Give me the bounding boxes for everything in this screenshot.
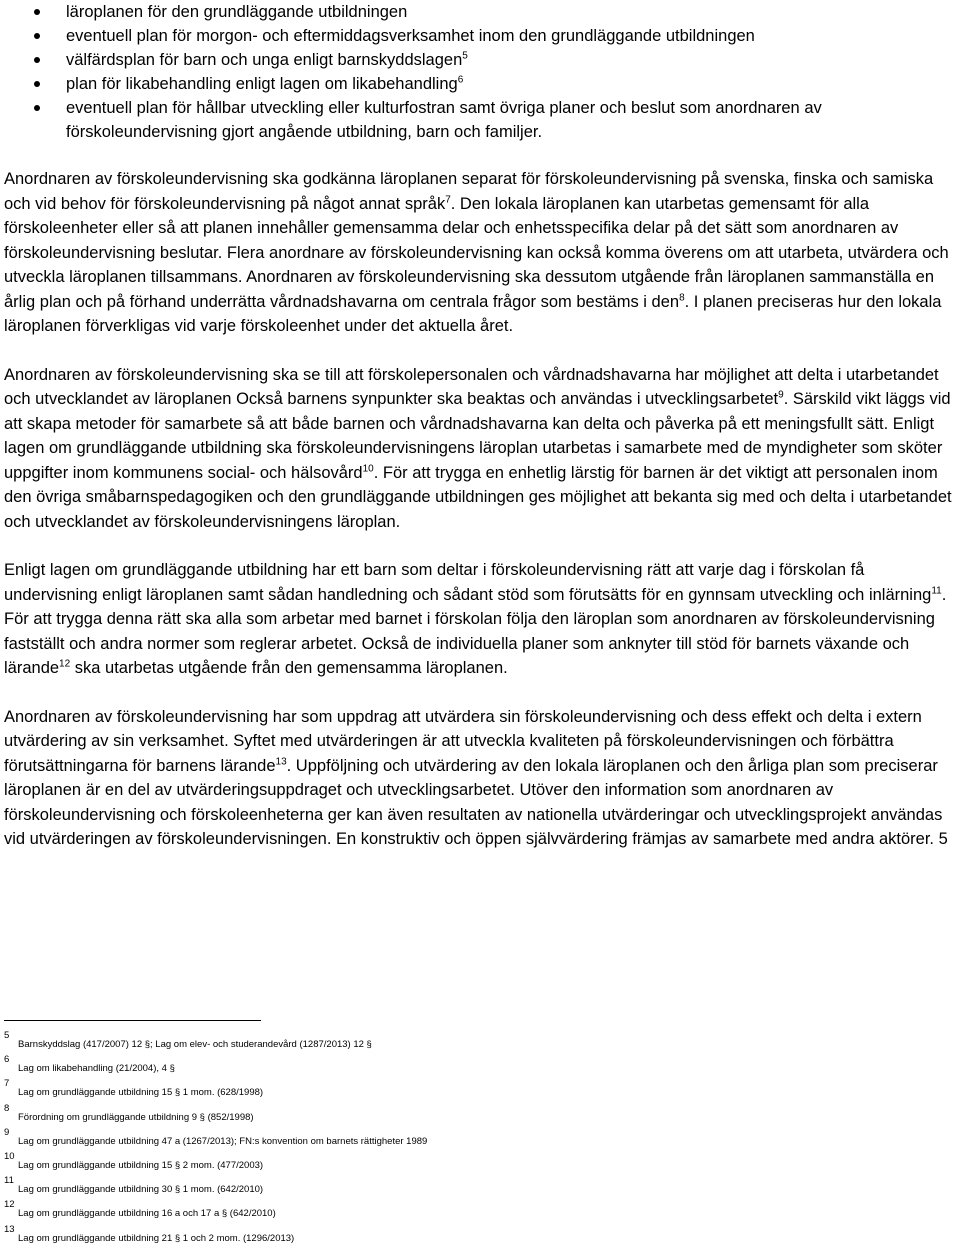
footnote xyxy=(4,1103,956,1127)
bullet-text: eventuell plan för morgon- och eftermiddagsverksamhet inom den grundläggande utbildningen xyxy=(66,27,755,45)
footnote-ref: 8 xyxy=(679,292,685,303)
footnote-text: Lag om grundläggande utbildning 47 a (1267/2013); FN:s konvention om barnets rättigheter 1989 xyxy=(18,1135,428,1147)
footnote xyxy=(4,1030,956,1054)
footnote-number: 13 xyxy=(4,1223,15,1235)
footnote-number: 8 xyxy=(4,1102,10,1114)
bullet-item xyxy=(4,48,956,72)
footnote-ref: 9 xyxy=(778,389,784,401)
footnotes xyxy=(4,1030,956,1248)
footnote xyxy=(4,1054,956,1078)
footnote-text: Förordning om grundläggande utbildning 9 § (852/1998) xyxy=(18,1111,254,1123)
footnote-text: Lag om grundläggande utbildning 15 § 1 mom. (628/1998) xyxy=(18,1087,264,1099)
bullet-item xyxy=(4,96,956,144)
footnote-ref: 13 xyxy=(275,756,287,767)
footnote xyxy=(4,1175,956,1199)
paragraph-right-to-teaching: Enligt lagen om grundläggande utbildning har ett barn som deltar i förskoleundervisning rätt att varje dag i förskolan få undervisning enligt läroplanen samt sådan handledning och sådant stöd som förutsätts för en gynnsam utveckling och inlärning$^{11}$. För att trygga denna rätt ska alla som arbetar med barnet i förskolan följa den läroplan som anordnaren av förskoleundervisning fastställt och andra normer som reglerar arbetet. Också de individuella planer som anknyter till stöd för barnets växande och lärande$^{12}$ ska utarbetas utgående från den gemensamma läroplanen. xyxy=(4,561,947,677)
footnote-number: 6 xyxy=(4,1054,10,1066)
bullet-item xyxy=(4,72,956,96)
bullet-dot-icon xyxy=(34,81,40,87)
bullet-text: plan för likabehandling enligt lagen om likabehandling xyxy=(66,75,458,93)
footnote-text: Lag om likabehandling (21/2004), 4 § xyxy=(18,1063,175,1075)
footnote-separator xyxy=(4,1020,261,1021)
footnote-ref: 12 xyxy=(59,658,71,670)
footnote-ref: 11 xyxy=(931,585,942,596)
footnote-number: 12 xyxy=(4,1199,15,1211)
footnote-text: Lag om grundläggande utbildning 30 § 1 mom. (642/2010) xyxy=(18,1184,264,1196)
bullet-text: läroplanen för den grundläggande utbildningen xyxy=(66,3,408,21)
footnote xyxy=(4,1127,956,1151)
bullet-dot-icon xyxy=(34,57,40,63)
footnote xyxy=(4,1078,956,1102)
footnote-ref: 7 xyxy=(445,194,451,205)
paragraph-plan-approval: Anordnaren av förskoleundervisning ska godkänna läroplanen separat för förskoleundervisning på svenska, finska och samiska och vid behov för förskoleundervisning på något annat språk$^7$. Den lokala läroplanen kan utarbetas gemensamt för alla förskoleenheter eller så att planen innehåller gemensamma delar och enhetsspecifika delar på det sätt som anordnaren av förskoleundervisning beslutar. Flera anordnare av förskoleundervisning kan också komma överens om att utarbeta, utvärdera och utveckla läroplanen tillsammans. Anordnaren av förskoleundervisning ska dessutom utgående från läroplanen sammanställa en årlig plan och på förhand underrätta vårdnadshavarna om centrala frågor som bestäms i den$^8$. I planen preciseras hur den lokala läroplanen förverkligas vid varje förskoleenhet under det aktuella året. xyxy=(4,170,949,335)
footnote-number: 5 xyxy=(4,1030,10,1041)
footnote-text: Lag om grundläggande utbildning 15 § 2 mom. (477/2003) xyxy=(18,1159,264,1171)
footnote-text: Lag om grundläggande utbildning 16 a och 17 a § (642/2010) xyxy=(18,1208,276,1220)
footnote-number: 7 xyxy=(4,1078,10,1090)
paragraph-participation: Anordnaren av förskoleundervisning ska se till att förskolepersonalen och vårdnadshavarna har möjlighet att delta i utarbetandet och utvecklandet av läroplanen Också barnens synpunkter ska beaktas och användas i utvecklingsarbetet$^9$. Särskild vikt läggs vid att skapa metoder för samarbete så att både barnen och vårdnadshavarna kan delta och påverka på ett meningsfullt sätt. Enligt lagen om grundläggande utbildning ska förskoleundervisningens läroplan utarbetas i samarbete med de myndigheter som sköter uppgifter inom kommunens social- och hälsovård$^{10}$. För att trygga en enhetlig lärstig för barnen är det viktigt att personalen inom den övriga småbarnspedagogiken och den grundläggande utbildningen ges möjlighet att bekanta sig med och delta i utarbetandet och utvecklandet av förskoleundervisningens läroplan. xyxy=(4,365,952,531)
footnote xyxy=(4,1224,956,1248)
footnote-number: 10 xyxy=(4,1150,15,1162)
footnote xyxy=(4,1199,956,1223)
footnote xyxy=(4,1151,956,1175)
footnote-number: 11 xyxy=(4,1175,14,1187)
footnote-text: Lag om grundläggande utbildning 21 § 1 och 2 mom. (1296/2013) xyxy=(18,1232,295,1244)
footnote-text: Barnskyddslag (417/2007) 12 §; Lag om elev- och studerandevård (1287/2013) 12 § xyxy=(18,1039,372,1050)
footnote-ref: 10 xyxy=(362,463,374,474)
document-page xyxy=(4,0,956,852)
bullet-dot-icon xyxy=(34,9,40,15)
bullet-dot-icon xyxy=(34,33,40,39)
bullet-text: eventuell plan för hållbar utveckling eller kulturfostran samt övriga planer och beslut som anordnaren av förskoleundervisning gjort angående utbildning, barn och familjer. xyxy=(66,99,822,141)
plan-bullet-list xyxy=(4,0,956,144)
footnote-number: 9 xyxy=(4,1126,10,1138)
paragraph-evaluation: Anordnaren av förskoleundervisning har som uppdrag att utvärdera sin förskoleundervisning och dess effekt och delta i extern utvärdering av sin verksamhet. Syftet med utvärderingen är att utveckla kvaliteten på förskoleundervisningen och förbättra förutsättningarna för barnens lärande$^{13}$. Uppföljning och utvärdering av den lokala läroplanen och den årliga plan som preciserar läroplanen är en del av utvärderingsuppdraget och utvecklingsarbetet. Utöver den information som anordnaren av förskoleundervisning och förskoleenheterna ger kan även resultaten av nationella utvärderingar och utvecklingsprojekt användas vid utvärderingen av förskoleundervisningen. En konstruktiv och öppen självvärdering främjas av samarbete med andra aktörer. 5 xyxy=(4,707,948,848)
bullet-item xyxy=(4,0,956,24)
bullet-dot-icon xyxy=(34,105,40,111)
footnote-ref: 6 xyxy=(457,74,464,86)
footnote-ref: 5 xyxy=(462,50,468,62)
bullet-item xyxy=(4,24,956,48)
bullet-text: välfärdsplan för barn och unga enligt barnskyddslagen xyxy=(66,51,463,69)
